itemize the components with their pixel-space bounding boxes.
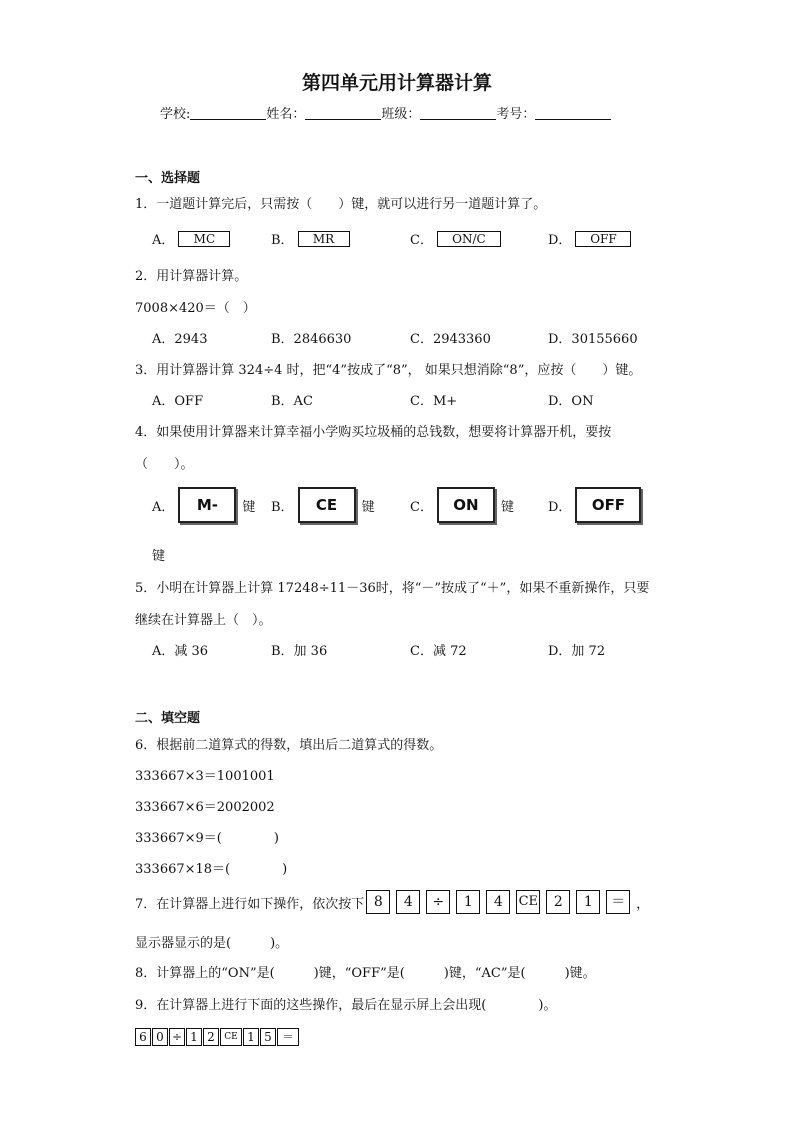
q2-text: 2．用计算器计算。 <box>135 269 248 284</box>
q1-option-d[interactable] <box>548 229 631 248</box>
number-label: 考号： <box>496 107 536 122</box>
q7-text-line2[interactable]: 显示器显示的是( )。 <box>135 936 289 951</box>
calc-key: 2 <box>203 1028 219 1046</box>
student-info <box>160 103 611 122</box>
calc-key: 0 <box>152 1028 168 1046</box>
q2-option-d[interactable]: D．30155660 <box>548 332 638 347</box>
calc-key: ＝ <box>277 1028 299 1046</box>
calc-key: 2 <box>546 890 570 914</box>
q4-option-a[interactable] <box>152 487 255 523</box>
school-blank[interactable] <box>190 106 266 120</box>
option-letter: C． <box>410 499 433 515</box>
q6-line-2: 333667×6＝2002002 <box>135 800 275 815</box>
key-mc: MC <box>178 231 230 247</box>
calc-key: CE <box>516 890 540 914</box>
q2-option-b[interactable]: B．2846630 <box>271 332 352 347</box>
q7-tail: ， <box>636 896 650 912</box>
option-letter: B． <box>271 499 294 515</box>
q3-option-c[interactable]: C．M+ <box>410 394 458 409</box>
calc-key: ＝ <box>606 890 630 914</box>
q8-text[interactable]: 8．计算器上的“ON”是( )键，“OFF”是( )键，“AC”是( )键。 <box>135 966 596 981</box>
name-label: 姓名： <box>266 107 306 122</box>
q3-option-d[interactable]: D．ON <box>548 394 594 409</box>
q4-option-d[interactable] <box>548 487 641 523</box>
key-on-c: ON/C <box>437 231 501 247</box>
calc-key: 1 <box>243 1028 259 1046</box>
number-blank[interactable] <box>535 106 611 120</box>
q2-option-a[interactable]: A．2943 <box>152 332 208 347</box>
q4-text-line2: （ ）。 <box>135 457 194 472</box>
q1-text: 1．一道题计算完后，只需按（ ）键，就可以进行另一道题计算了。 <box>135 197 547 212</box>
calc-key: 4 <box>396 890 420 914</box>
q5-text-line1: 5．小明在计算器上计算 17248÷11－36时，将“－”按成了“＋”，如果不重新操作，只要 <box>135 581 650 596</box>
q5-option-a[interactable]: A．减 36 <box>152 644 209 659</box>
q1-option-b[interactable] <box>271 229 350 248</box>
q1-option-a[interactable] <box>152 229 230 248</box>
q5-option-d[interactable]: D．加 72 <box>548 644 606 659</box>
option-letter: D． <box>548 233 572 248</box>
q9-key-sequence <box>135 1028 300 1046</box>
key-word: 键 <box>242 499 256 515</box>
section-choice-heading: 一、选择题 <box>135 171 201 186</box>
key-word: 键 <box>500 499 514 515</box>
q7-row <box>135 890 649 914</box>
q5-option-b[interactable]: B．加 36 <box>271 644 328 659</box>
q4-option-d-key-word: 键 <box>152 549 166 564</box>
q7-key-sequence <box>366 890 636 914</box>
q5-option-c[interactable]: C．减 72 <box>410 644 467 659</box>
q3-option-b[interactable]: B．AC <box>271 394 313 409</box>
option-letter: C． <box>410 233 433 248</box>
page-title: 第四单元用计算器计算 <box>301 72 492 94</box>
key-ce: CE <box>298 487 356 523</box>
option-letter: A． <box>152 499 175 515</box>
calc-key: 8 <box>366 890 390 914</box>
name-blank[interactable] <box>305 106 381 120</box>
q6-text: 6．根据前二道算式的得数，填出后二道算式的得数。 <box>135 738 443 753</box>
q7-text: 7．在计算器上进行如下操作，依次按下 <box>135 896 365 912</box>
q2-option-c[interactable]: C．2943360 <box>410 332 491 347</box>
q6-line-4[interactable]: 333667×18＝( ) <box>135 862 288 877</box>
calc-key: 6 <box>135 1028 151 1046</box>
q1-option-c[interactable] <box>410 229 501 248</box>
q6-line-3[interactable]: 333667×9＝( ) <box>135 831 279 846</box>
calc-key: 1 <box>186 1028 202 1046</box>
key-m-minus: M- <box>178 487 236 523</box>
section-fill-heading: 二、填空题 <box>135 711 201 726</box>
q2-expression: 7008×420＝（ ） <box>135 301 256 316</box>
calc-key: 4 <box>486 890 510 914</box>
option-letter: B． <box>271 233 294 248</box>
school-label: 学校: <box>160 107 191 122</box>
q6-line-1: 333667×3＝1001001 <box>135 769 275 784</box>
option-letter: D． <box>548 499 572 515</box>
option-letter: A． <box>152 233 175 248</box>
q4-text-line1: 4．如果使用计算器来计算幸福小学购买垃圾桶的总钱数，想要将计算器开机，要按 <box>135 425 612 440</box>
q4-option-b[interactable] <box>271 487 375 523</box>
q5-text-line2: 继续在计算器上（ ）。 <box>135 613 272 628</box>
class-label: 班级： <box>381 107 421 122</box>
key-word: 键 <box>361 499 375 515</box>
key-on: ON <box>437 487 495 523</box>
calc-key: 1 <box>456 890 480 914</box>
key-off: OFF <box>575 231 631 247</box>
q4-option-c[interactable] <box>410 487 514 523</box>
calc-key: ÷ <box>169 1028 185 1046</box>
key-mr: MR <box>298 231 350 247</box>
q3-option-a[interactable]: A．OFF <box>152 394 204 409</box>
key-off: OFF <box>575 487 641 523</box>
q9-text[interactable]: 9．在计算器上进行下面的这些操作，最后在显示屏上会出现( )。 <box>135 998 557 1013</box>
class-blank[interactable] <box>420 106 496 120</box>
calc-key: 5 <box>260 1028 276 1046</box>
calc-key: ÷ <box>426 890 450 914</box>
q3-text: 3．用计算器计算 324÷4 时，把“4”按成了“8”， 如果只想消除“8”，应按（ ）键。 <box>135 363 642 378</box>
calc-key: CE <box>220 1028 242 1046</box>
calc-key: 1 <box>576 890 600 914</box>
